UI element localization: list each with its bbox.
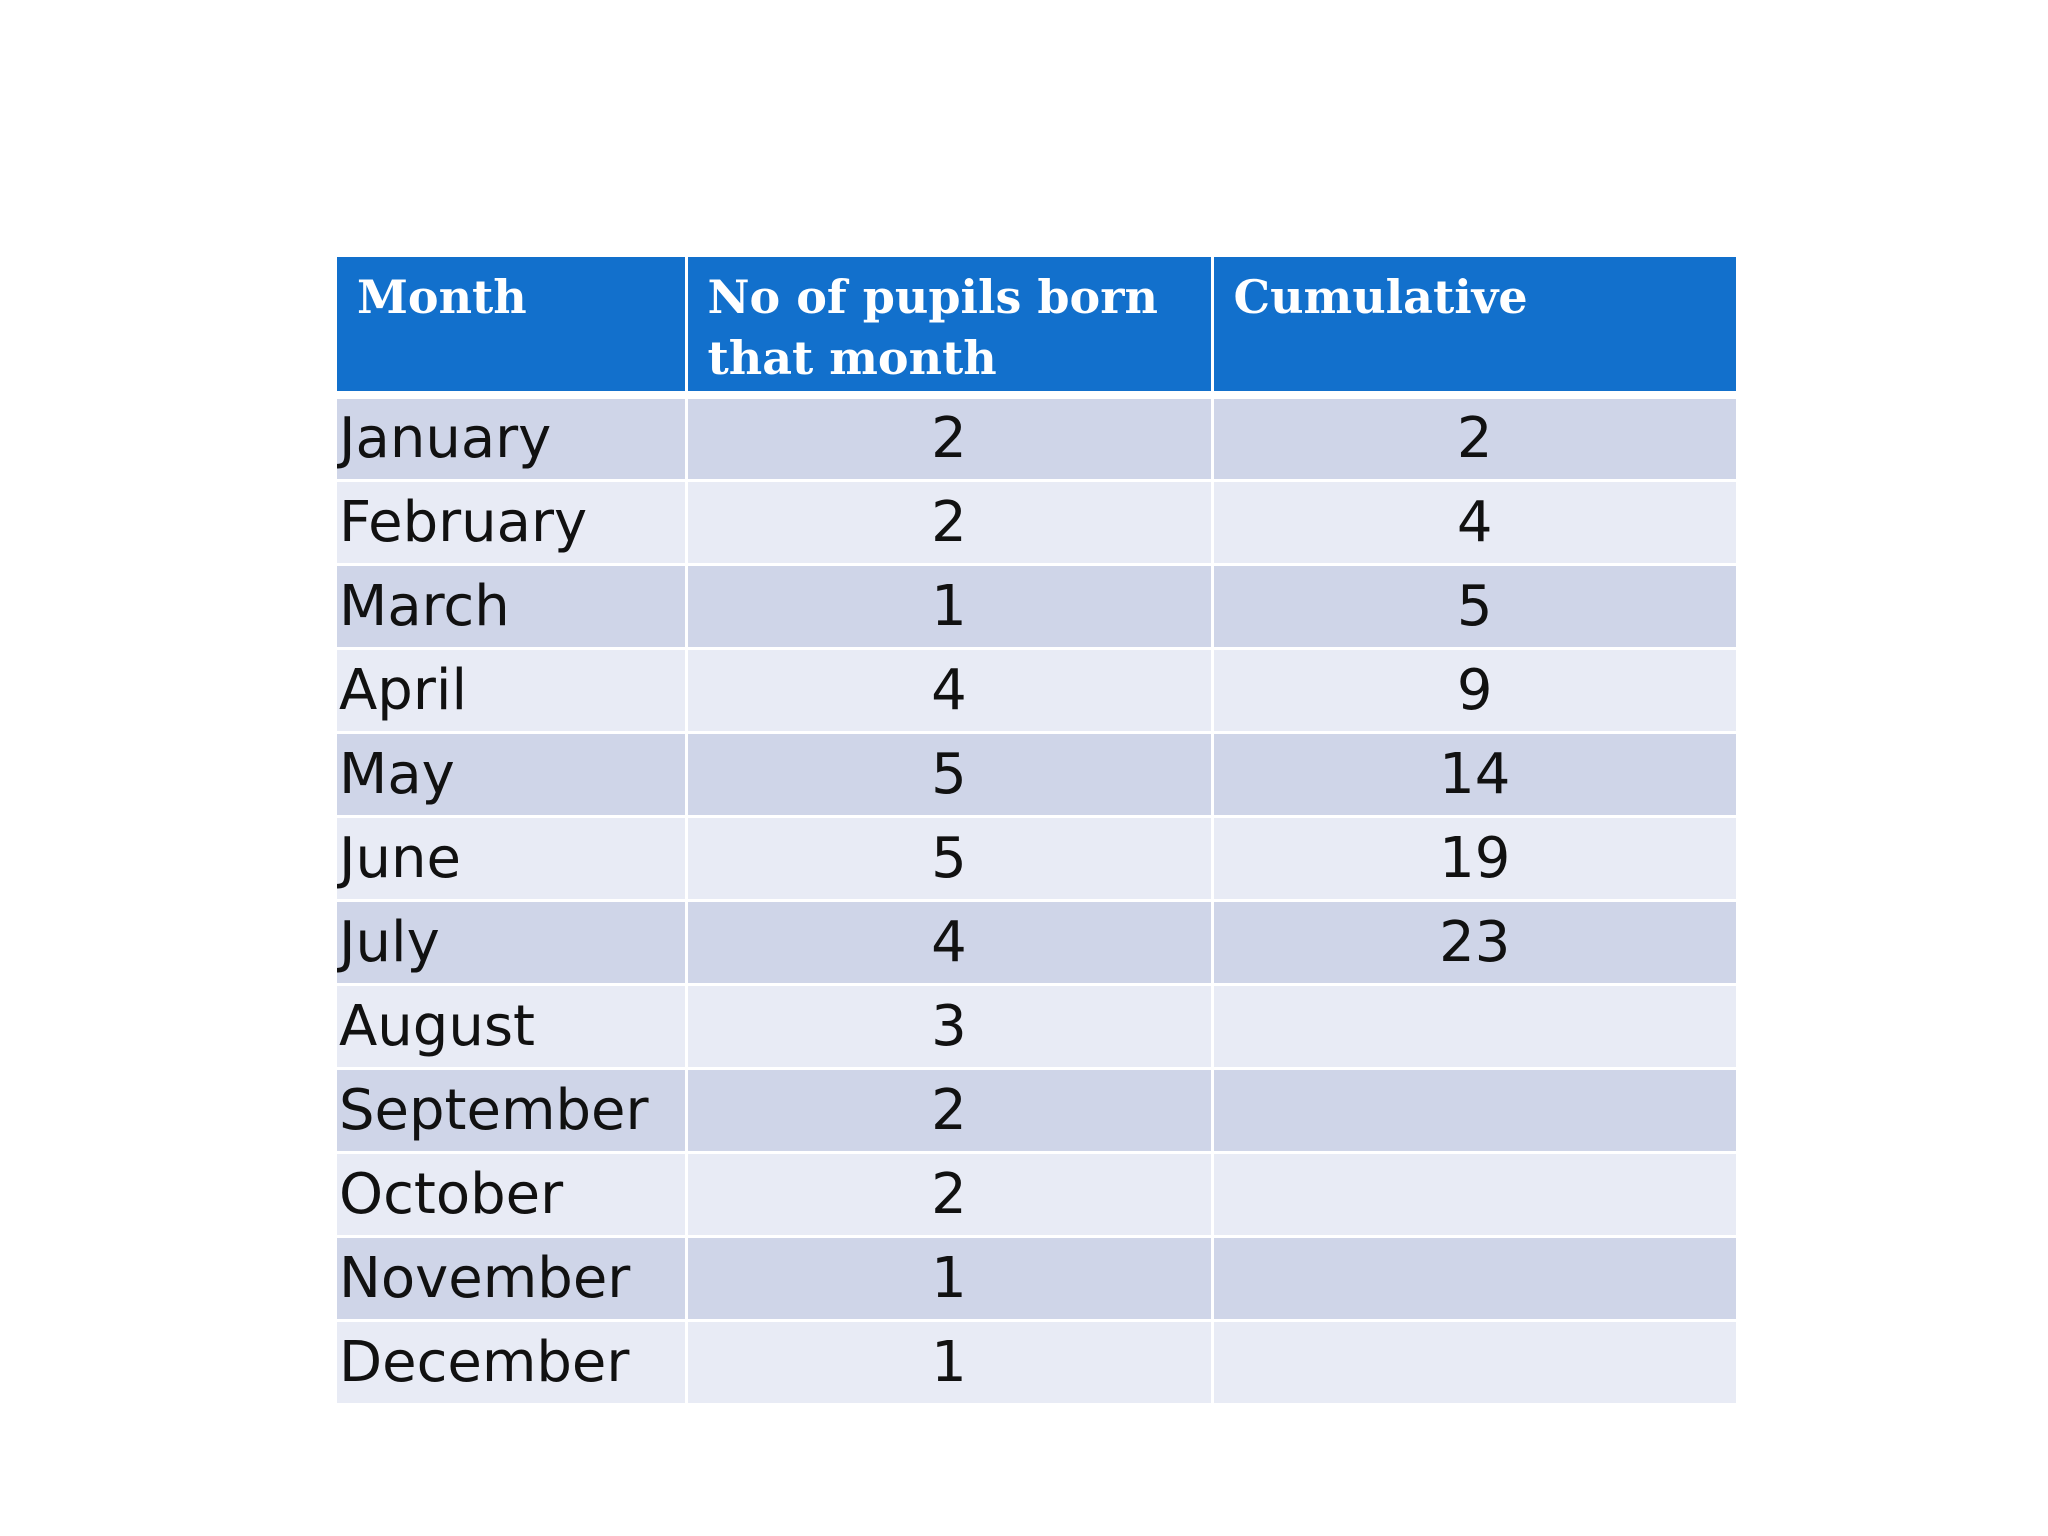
pupils-cell: 2 <box>686 395 1212 481</box>
pupils-cell: 1 <box>686 1237 1212 1321</box>
cumulative-cell: 9 <box>1212 649 1736 733</box>
month-cell: July <box>337 901 686 985</box>
month-cell: March <box>337 565 686 649</box>
cumulative-cell: 19 <box>1212 817 1736 901</box>
table-row <box>337 985 1736 1069</box>
pupils-cell: 2 <box>686 1153 1212 1237</box>
pupils-cell: 4 <box>686 901 1212 985</box>
month-cell: November <box>337 1237 686 1321</box>
table-row <box>337 1321 1736 1405</box>
month-cell: February <box>337 481 686 565</box>
month-cell: October <box>337 1153 686 1237</box>
cumulative-cell <box>1212 985 1736 1069</box>
table-row <box>337 733 1736 817</box>
cumulative-cell <box>1212 1237 1736 1321</box>
table-row <box>337 649 1736 733</box>
pupils-birth-month-table <box>337 257 1736 1406</box>
cumulative-cell: 2 <box>1212 395 1736 481</box>
table-row <box>337 1237 1736 1321</box>
cumulative-cell: 5 <box>1212 565 1736 649</box>
month-cell: June <box>337 817 686 901</box>
pupils-cell: 2 <box>686 481 1212 565</box>
month-cell: August <box>337 985 686 1069</box>
table-header-row <box>337 257 1736 395</box>
month-cell: September <box>337 1069 686 1153</box>
pupils-cell: 5 <box>686 733 1212 817</box>
table-row <box>337 395 1736 481</box>
pupils-cell: 3 <box>686 985 1212 1069</box>
pupils-cell: 5 <box>686 817 1212 901</box>
header-month: Month <box>337 257 686 395</box>
table-row <box>337 1153 1736 1237</box>
pupils-cell: 1 <box>686 1321 1212 1405</box>
month-cell: December <box>337 1321 686 1405</box>
cumulative-cell <box>1212 1321 1736 1405</box>
cumulative-cell: 23 <box>1212 901 1736 985</box>
table-row <box>337 565 1736 649</box>
cumulative-cell <box>1212 1069 1736 1153</box>
pupils-cell: 4 <box>686 649 1212 733</box>
month-cell: May <box>337 733 686 817</box>
table-row <box>337 817 1736 901</box>
table-row <box>337 1069 1736 1153</box>
pupils-cell: 1 <box>686 565 1212 649</box>
cumulative-cell: 4 <box>1212 481 1736 565</box>
cumulative-cell: 14 <box>1212 733 1736 817</box>
header-pupils-born: No of pupils born that month <box>686 257 1212 395</box>
cumulative-cell <box>1212 1153 1736 1237</box>
table-row <box>337 481 1736 565</box>
month-cell: April <box>337 649 686 733</box>
pupils-cell: 2 <box>686 1069 1212 1153</box>
month-cell: January <box>337 395 686 481</box>
table-row <box>337 901 1736 985</box>
header-cumulative: Cumulative <box>1212 257 1736 395</box>
